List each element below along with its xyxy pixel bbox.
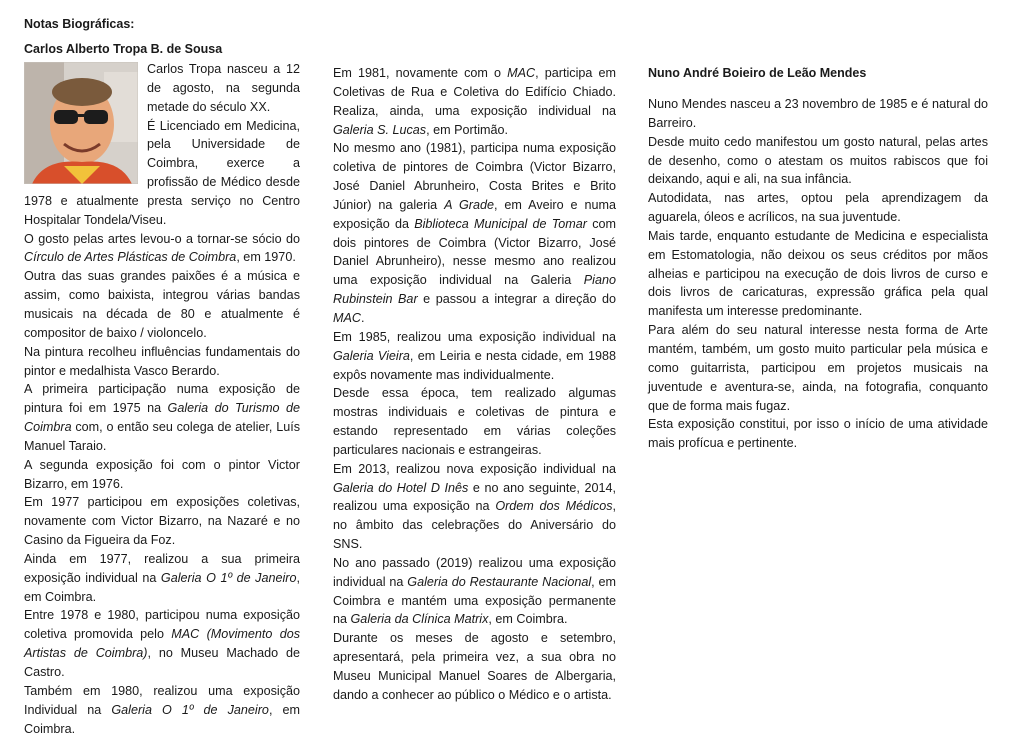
person2-paragraph: Para além do seu natural interesse nesta forma de Arte mantém, também, um gosto muito particular pela música e como guitarrista, participou em projetos musicais na juventude e aventura-se, ainda, na fotografia, conquanto que de forma mais fugaz. [648,323,988,413]
column-3 [648,95,988,453]
person1-paragraph: A primeira participação numa exposição de pintura foi em 1975 na Galeria do Turismo de Coimbra com, o então seu colega de atelier, Luís Manuel Taraio. [24,382,301,453]
portrait-photo [24,62,138,184]
person1-paragraph: No mesmo ano (1981), participa numa exposição coletiva de pintores de Coimbra (Victor Bizarro, José Daniel Abrunheiro, Costa Brites e Brito Júnior) na galeria A Grade, em Aveiro e numa exposição da Biblioteca Municipal de Tomar com dois pintores de Coimbra (Victor Bizarro, José Daniel Abrunheiro), nesse mesmo ano realizou uma exposição individual na Galeria Piano Rubinstein Bar e passou a integrar a direção do MAC. [333,141,616,325]
person1-paragraph: O gosto pelas artes levou-o a tornar-se sócio do Círculo de Artes Plásticas de Coimbra, em 1970. [24,231,300,265]
person2-paragraph: Mais tarde, enquanto estudante de Medicina e especialista em Estomatologia, não deixou os seus créditos por mãos alheias e participou na execução de dois livros de curso e dois livros de caricaturas, expressão gráfica pela qual manifesta um interesse predominante. [648,228,988,319]
person1-paragraph: Outra das suas grandes paixões é a música e assim, como baixista, integrou várias bandas musicais na década de 80 e atualmente é compositor de baixo / violoncelo. [24,269,300,340]
page-heading: Notas Biográficas: [24,17,135,31]
person1-intro: Carlos Tropa nasceu a 12 de agosto, na segunda metade do século XX. [147,62,300,114]
person1-paragraph: Em 1977 participou em exposições coletivas, novamente com Victor Bizarro, na Nazaré e no Casino da Figueira da Foz. [24,495,300,548]
person1-paragraph: Em 1985, realizou uma exposição individual na Galeria Vieira, em Leiria e nesta cidade, em 1988 expôs novamente mas individualmente. [333,329,616,382]
person1-paragraph: Desde essa época, tem realizado algumas mostras individuais e coletivas de pintura e estando representado em várias coleções particulares nacionais e estrangeiras. [333,386,616,457]
person2-paragraph: Nuno Mendes nasceu a 23 novembro de 1985 e é natural do Barreiro. [648,97,988,130]
person2-paragraph: Esta exposição constitui, por isso o início de uma atividade mais profícua e pertinente. [648,417,988,451]
person1-paragraph: Entre 1978 e 1980, participou numa exposição coletiva promovida pelo MAC (Movimento dos Artistas de Coimbra), no Museu Machado de Castro. [24,608,300,679]
column-1 [24,60,300,738]
person1-paragraph: Também em 1980, realizou uma exposição Individual na Galeria O 1º de Janeiro, em Coimbra. [24,683,300,736]
portrait-image [24,62,138,184]
person2-paragraph: Autodidata, nas artes, optou pela aprendizagem da aguarela, óleos e acrílicos, na sua juventude. [648,191,988,225]
person1-paragraph: Em 1981, novamente com o MAC, participa em Coletivas de Rua e Coletiva do Edifício Chiado. Realiza, ainda, uma exposição individual na Galeria S. Lucas, em Portimão. [333,66,617,137]
person1-paragraph: Em 2013, realizou nova exposição individual na Galeria do Hotel D Inês e no ano seguinte, 2014, realizou uma exposição na Ordem dos Médicos, no âmbito das celebrações do Aniversário do SNS. [333,461,616,552]
person1-paragraph: A segunda exposição foi com o pintor Victor Bizarro, em 1976. [24,457,300,491]
person1-paragraph: Durante os meses de agosto e setembro, apresentará, pela primeira vez, a sua obra no Museu Municipal Manuel Soares de Albergaria, dando a conhecer ao público o Médico e o artista. [333,631,616,702]
column-2 [333,64,616,705]
person1-paragraph: Ainda em 1977, realizou a sua primeira exposição individual na Galeria O 1º de Janeiro, em Coimbra. [24,551,300,604]
person1-paragraph: Na pintura recolheu influências fundamentais do pintor e medalhista Vasco Berardo. [24,344,300,378]
person1-name: Carlos Alberto Tropa B. de Sousa [24,42,223,56]
person1-paragraph: É Licenciado em Medicina, pela Universidade de Coimbra, exerce a profissão de Médico desde 1978 e atualmente presta serviço no Centro Hospitalar Tondela/Viseu. [24,118,300,227]
person2-paragraph: Desde muito cedo manifestou um gosto natural, pelas artes de desenho, como o atestam os muitos rabiscos que foi deixando, aqui e ali, na sua infância. [648,134,988,187]
person1-paragraph: No ano passado (2019) realizou uma exposição individual na Galeria do Restaurante Nacional, em Coimbra e mantém uma exposição permanente na Galeria da Clínica Matrix, em Coimbra. [333,555,617,627]
person2-name: Nuno André Boieiro de Leão Mendes [648,66,867,80]
